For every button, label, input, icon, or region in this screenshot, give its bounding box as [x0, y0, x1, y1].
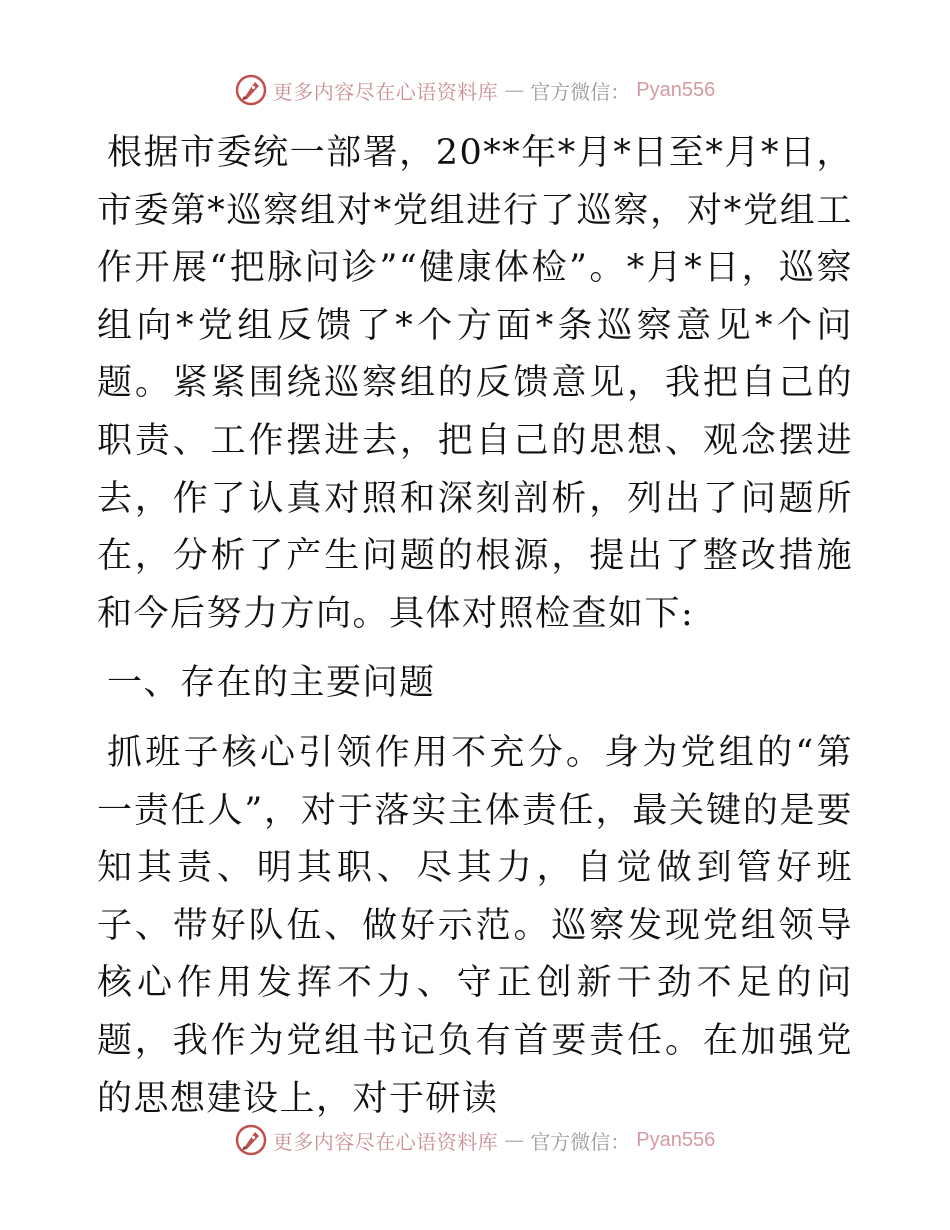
watermark-official-label: 官方微信： — [530, 79, 631, 104]
watermark-separator: — — [504, 78, 525, 102]
watermark-header — [0, 74, 950, 106]
watermark-footer — [0, 1124, 950, 1156]
watermark-separator: — — [504, 1128, 525, 1152]
pen-nib-logo-icon — [235, 74, 267, 106]
document-body — [97, 125, 853, 1128]
watermark-site-text: 更多内容尽在心语资料库 — [272, 79, 499, 104]
watermark-wechat-id: Pyan556 — [636, 1128, 716, 1151]
watermark-wechat-id: Pyan556 — [636, 78, 716, 101]
pen-nib-logo-icon — [235, 1124, 267, 1156]
watermark-site-text: 更多内容尽在心语资料库 — [272, 1129, 499, 1154]
paragraph-problem-1: 抓班子核心引领作用不充分。身为党组的“第一责任人”，对于落实主体责任，最关键的是要知其责、明其职、尽其力，自觉做到管好班子、带好队伍、做好示范。巡察发现党组领导核心作用发挥不力、守正创新干劲不足的问题，我作为党组书记负有首要责任。在加强党的思想建设上，对于研读 — [97, 732, 853, 1119]
watermark-official-label: 官方微信： — [530, 1129, 631, 1154]
section-heading: 一、存在的主要问题 — [107, 663, 436, 704]
paragraph-intro: 根据市委统一部署，20**年*月*日至*月*日，市委第*巡察组对*党组进行了巡察，对*党组工作开展“把脉问诊”“健康体检”。*月*日，巡察组向*党组反馈了*个方面*条巡察意见*个问题。紧紧围绕巡察组的反馈意见，我把自己的职责、工作摆进去，把自己的思想、观念摆进去，作了认真对照和深刻剖析，列出了问题所在，分析了产生问题的根源，提出了整改措施和今后努力方向。具体对照检查如下: — [97, 133, 853, 634]
